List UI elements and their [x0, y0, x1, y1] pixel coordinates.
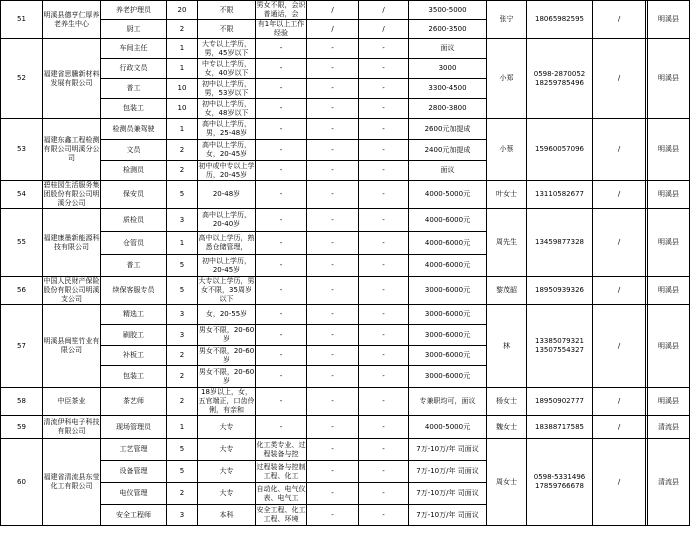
job-misc-2: - [359, 255, 409, 277]
row-number: 60 [1, 439, 43, 526]
job-salary: 3000-6000元 [409, 366, 487, 388]
contact-phone: 13385079321 13507554327 [527, 305, 593, 388]
job-title: 保安员 [101, 181, 167, 209]
job-count: 1 [167, 119, 198, 140]
job-requirement: 高中以上学历，熟悉仓储管理， [198, 232, 256, 255]
extra-field: / [593, 1, 646, 39]
job-requirement: 大专 [198, 461, 256, 483]
region-name: 明溪县 [648, 388, 690, 416]
job-requirement: 高中以上学历，20-40岁 [198, 209, 256, 232]
job-misc-1: - [307, 366, 359, 388]
job-requirement: 大专 [198, 416, 256, 439]
job-title: 质检员 [101, 209, 167, 232]
job-title: 检测员 [101, 161, 167, 181]
region-name: 明溪县 [648, 39, 690, 119]
row-number: 54 [1, 181, 43, 209]
job-condition: - [256, 255, 307, 277]
job-misc-1: - [307, 181, 359, 209]
job-title: 续保客服专员 [101, 277, 167, 305]
job-salary: 2600-3500 [409, 20, 487, 39]
company-name: 明溪县德亨仁厚养老养生中心 [43, 1, 101, 39]
job-misc-2: - [359, 346, 409, 366]
job-title: 安全工程师 [101, 505, 167, 526]
contact-person: 叶女士 [487, 181, 527, 209]
extra-field: / [593, 388, 646, 416]
job-misc-2: - [359, 79, 409, 99]
contact-phone: 0598-2870052 18259785496 [527, 39, 593, 119]
extra-field: / [593, 439, 646, 526]
job-salary: 3000-6000元 [409, 277, 487, 305]
job-requirement: 高中以上学历，女，20-45岁 [198, 140, 256, 161]
contact-phone: 18950902777 [527, 388, 593, 416]
job-count: 10 [167, 99, 198, 119]
contact-phone: 13459877328 [527, 209, 593, 277]
job-condition: - [256, 277, 307, 305]
job-requirement: 初中或中专以上学历，20-45岁 [198, 161, 255, 179]
table-row [1, 39, 690, 59]
extra-field: / [593, 181, 646, 209]
job-requirement: 大专 [198, 483, 256, 505]
table-row [1, 209, 690, 232]
job-misc-1: - [307, 325, 359, 346]
job-title: 电仪管理 [101, 483, 167, 505]
job-salary: 面议 [409, 39, 487, 59]
extra-field: / [593, 119, 646, 181]
job-condition: 有1年以上工作经验 [256, 20, 307, 39]
company-name: 中国人民财产保险股份有限公司明溪支公司 [43, 277, 100, 303]
job-misc-1: - [307, 277, 359, 305]
job-misc-2: - [359, 161, 409, 181]
job-salary: 4000-6000元 [409, 209, 487, 232]
job-salary: 面议 [409, 161, 487, 181]
job-requirement: 初中以上学历，20-45岁 [198, 255, 256, 277]
job-title: 厨工 [101, 20, 167, 39]
job-misc-1: / [307, 20, 359, 39]
job-title: 普工 [101, 255, 167, 277]
job-misc-1: - [307, 305, 359, 325]
contact-person: 魏女士 [487, 416, 527, 439]
job-title: 车间主任 [101, 39, 167, 59]
job-salary: 3000 [409, 59, 487, 79]
region-name: 明溪县 [648, 277, 690, 305]
job-title: 检测员兼驾驶 [101, 119, 167, 140]
table-row [1, 277, 690, 305]
contact-person: 周先生 [487, 209, 527, 277]
job-salary: 3500-5000 [409, 1, 487, 20]
job-condition: - [256, 232, 307, 255]
table-row [1, 1, 690, 20]
job-count: 1 [167, 39, 198, 59]
job-title: 行政文员 [101, 59, 167, 79]
table-row [1, 305, 690, 325]
job-count: 2 [167, 140, 198, 161]
job-condition: - [256, 59, 307, 79]
table-row [1, 181, 690, 209]
job-requirement: 大专 [198, 439, 256, 461]
row-number: 51 [1, 1, 43, 39]
job-condition: - [256, 79, 307, 99]
table-row [1, 119, 690, 140]
job-condition: - [256, 346, 307, 366]
job-condition: - [256, 39, 307, 59]
contact-person: 小郑 [487, 39, 527, 119]
job-title: 仓管员 [101, 232, 167, 255]
company-name: 明溪县闽笙竹业有限公司 [43, 305, 101, 388]
job-salary: 专兼职均可，面议 [409, 388, 487, 416]
job-count: 2 [167, 20, 198, 39]
job-condition: - [256, 305, 307, 325]
job-salary: 3000-6000元 [409, 325, 487, 346]
job-condition: - [256, 99, 307, 119]
row-number: 53 [1, 119, 43, 181]
job-misc-2: - [359, 39, 409, 59]
company-name: 碧桂园生活服务集团股份有限公司明溪分公司 [43, 181, 100, 207]
job-condition: - [256, 140, 307, 161]
contact-phone: 15960057096 [527, 119, 593, 181]
job-misc-1: - [307, 232, 359, 255]
job-misc-2: - [359, 388, 409, 416]
job-salary: 7万-10万/年 司面议 [409, 483, 487, 505]
job-count: 2 [167, 161, 198, 181]
job-salary: 4000-5000元 [409, 181, 487, 209]
contact-phone: 13110582677 [527, 181, 593, 209]
job-misc-1: - [307, 505, 359, 526]
region-name: 明溪县 [648, 305, 690, 388]
job-condition: 化工类专业、过程装备与控 [256, 439, 307, 461]
job-requirement: 女，20-55岁 [198, 305, 256, 325]
job-requirement: 男女不限，20-60岁 [198, 366, 256, 388]
job-misc-2: - [359, 232, 409, 255]
extra-field: / [593, 277, 646, 305]
job-count: 3 [167, 209, 198, 232]
contact-person: 林 [487, 305, 527, 388]
job-count: 5 [167, 439, 198, 461]
job-condition: 安全工程、化工工程、环境 [256, 505, 307, 526]
extra-field: / [593, 416, 646, 439]
job-misc-1: - [307, 140, 359, 161]
job-misc-1: - [307, 209, 359, 232]
contact-person: 周女士 [487, 439, 527, 526]
job-count: 2 [167, 346, 198, 366]
extra-field: / [593, 209, 646, 277]
job-misc-2: - [359, 140, 409, 161]
job-misc-2: - [359, 305, 409, 325]
job-condition: 自动化、电气仪表、电气工 [256, 483, 307, 505]
job-requirement: 高中以上学历，男，25-48岁 [198, 119, 256, 140]
job-requirement: 中专以上学历，女，40岁以下 [198, 59, 256, 79]
job-misc-2: - [359, 59, 409, 79]
job-salary: 3000-6000元 [409, 305, 487, 325]
job-misc-2: - [359, 277, 409, 305]
job-misc-2: - [359, 461, 409, 483]
region-name: 清流县 [648, 439, 690, 526]
job-requirement: 大专以上学历，男女不限，35周岁以下 [198, 277, 255, 303]
job-title: 养老护理员 [101, 1, 167, 20]
job-condition: - [256, 209, 307, 232]
company-name: 福建康墨新能源科技有限公司 [43, 209, 101, 277]
job-requirement: 男女不限，20-60岁 [198, 346, 255, 364]
job-count: 3 [167, 505, 198, 526]
contact-phone: 18950939326 [527, 277, 593, 305]
job-misc-2: - [359, 366, 409, 388]
job-salary: 4000-6000元 [409, 232, 487, 255]
contact-phone: 0598-5331496 17859766678 [527, 439, 593, 526]
job-misc-2: - [359, 439, 409, 461]
job-title: 工艺管理 [101, 439, 167, 461]
job-salary: 4000-6000元 [409, 255, 487, 277]
job-misc-1: - [307, 59, 359, 79]
contact-person: 小蔡 [487, 119, 527, 181]
job-condition: - [256, 119, 307, 140]
job-count: 1 [167, 59, 198, 79]
row-number: 57 [1, 305, 43, 388]
job-misc-1: - [307, 99, 359, 119]
job-requirement: 20-48岁 [198, 181, 256, 209]
job-count: 10 [167, 79, 198, 99]
job-salary: 4000-5000元 [409, 416, 487, 439]
job-requirement: 初中以上学历，女，48岁以下 [198, 99, 256, 119]
job-salary: 2400元加提成 [409, 140, 487, 161]
job-count: 5 [167, 277, 198, 305]
job-misc-1: - [307, 161, 359, 181]
contact-person: 黎茂韶 [487, 277, 527, 305]
job-condition: 男女不限，会识普通话，会 [256, 1, 306, 18]
table-row [1, 388, 690, 416]
job-condition: - [256, 366, 307, 388]
job-misc-2: / [359, 1, 409, 20]
job-condition: - [256, 161, 307, 181]
job-count: 1 [167, 416, 198, 439]
region-name: 明溪县 [648, 119, 690, 181]
job-title: 精选工 [101, 305, 167, 325]
job-count: 2 [167, 366, 198, 388]
contact-person: 张宁 [487, 1, 527, 39]
row-number: 55 [1, 209, 43, 277]
job-misc-1: - [307, 39, 359, 59]
job-count: 3 [167, 325, 198, 346]
job-count: 5 [167, 461, 198, 483]
company-name: 福建省清流县东莹化工有限公司 [43, 439, 101, 526]
job-misc-1: - [307, 439, 359, 461]
row-number: 52 [1, 39, 43, 119]
job-condition: - [256, 181, 307, 209]
job-requirement: 本科 [198, 505, 256, 526]
job-misc-2: - [359, 209, 409, 232]
job-salary: 7万-10万/年 司面议 [409, 439, 487, 461]
table-row [1, 439, 690, 461]
job-salary: 7万-10万/年 司面议 [409, 505, 487, 526]
row-number: 58 [1, 388, 43, 416]
job-misc-2: - [359, 483, 409, 505]
job-salary: 2600元加提成 [409, 119, 487, 140]
table-row [1, 416, 690, 439]
row-number: 59 [1, 416, 43, 439]
job-misc-2: - [359, 325, 409, 346]
job-misc-1: - [307, 119, 359, 140]
job-title: 刷胶工 [101, 325, 167, 346]
job-salary: 3300-4500 [409, 79, 487, 99]
job-count: 1 [167, 232, 198, 255]
job-misc-1: - [307, 79, 359, 99]
job-misc-1: / [307, 1, 359, 20]
job-salary: 3000-6000元 [409, 346, 487, 366]
region-name: 明溪县 [648, 181, 690, 209]
job-title: 包装工 [101, 99, 167, 119]
company-name: 福建省思騰新材料发展有限公司 [43, 39, 101, 119]
job-requirement: 18岁以上，女，五官端正，口齿伶俐，有亲和 [198, 388, 255, 414]
job-count: 2 [167, 388, 198, 416]
job-title: 茶艺师 [101, 388, 167, 416]
job-misc-2: - [359, 416, 409, 439]
job-title: 补板工 [101, 346, 167, 366]
job-misc-2: - [359, 505, 409, 526]
extra-field: / [593, 39, 646, 119]
job-salary: 7万-10万/年 司面议 [409, 461, 487, 483]
job-misc-2: - [359, 99, 409, 119]
job-requirement: 大专以上学历，男，45岁以下 [198, 39, 256, 59]
company-name: 福建东鑫工程检测有限公司明溪分公司 [43, 119, 101, 181]
contact-person: 杨女士 [487, 388, 527, 416]
job-requirement: 不限 [198, 1, 256, 20]
job-count: 3 [167, 305, 198, 325]
region-name: 明溪县 [648, 1, 690, 39]
job-title: 包装工 [101, 366, 167, 388]
job-condition: 过程装备与控制工程、化工 [256, 461, 307, 483]
job-title: 设备管理 [101, 461, 167, 483]
contact-phone: 18388717585 [527, 416, 593, 439]
job-misc-1: - [307, 461, 359, 483]
job-misc-1: - [307, 483, 359, 505]
job-count: 5 [167, 255, 198, 277]
job-salary: 2800-3800 [409, 99, 487, 119]
job-condition: - [256, 325, 307, 346]
job-count: 20 [167, 1, 198, 20]
job-requirement: 初中以上学历，男，53岁以下 [198, 79, 256, 99]
region-name: 明溪县 [648, 209, 690, 277]
job-misc-1: - [307, 255, 359, 277]
company-name: 清流伊科电子科技有限公司 [43, 416, 101, 439]
job-misc-2: / [359, 20, 409, 39]
company-name: 中臣茶业 [43, 388, 101, 416]
job-count: 5 [167, 181, 198, 209]
row-number: 56 [1, 277, 43, 305]
job-condition: - [256, 388, 307, 416]
job-misc-1: - [307, 388, 359, 416]
job-misc-1: - [307, 416, 359, 439]
job-requirement: 不限 [198, 20, 256, 39]
job-condition: - [256, 416, 307, 439]
job-title: 普工 [101, 79, 167, 99]
job-title: 文员 [101, 140, 167, 161]
job-misc-2: - [359, 119, 409, 140]
job-misc-1: - [307, 346, 359, 366]
region-name: 清流县 [648, 416, 690, 439]
job-count: 2 [167, 483, 198, 505]
job-requirement: 男女不限，20-60岁 [198, 325, 256, 346]
job-title: 现场管理员 [101, 416, 167, 439]
job-misc-2: - [359, 181, 409, 209]
extra-field: / [593, 305, 646, 388]
contact-phone: 18065982595 [527, 1, 593, 39]
